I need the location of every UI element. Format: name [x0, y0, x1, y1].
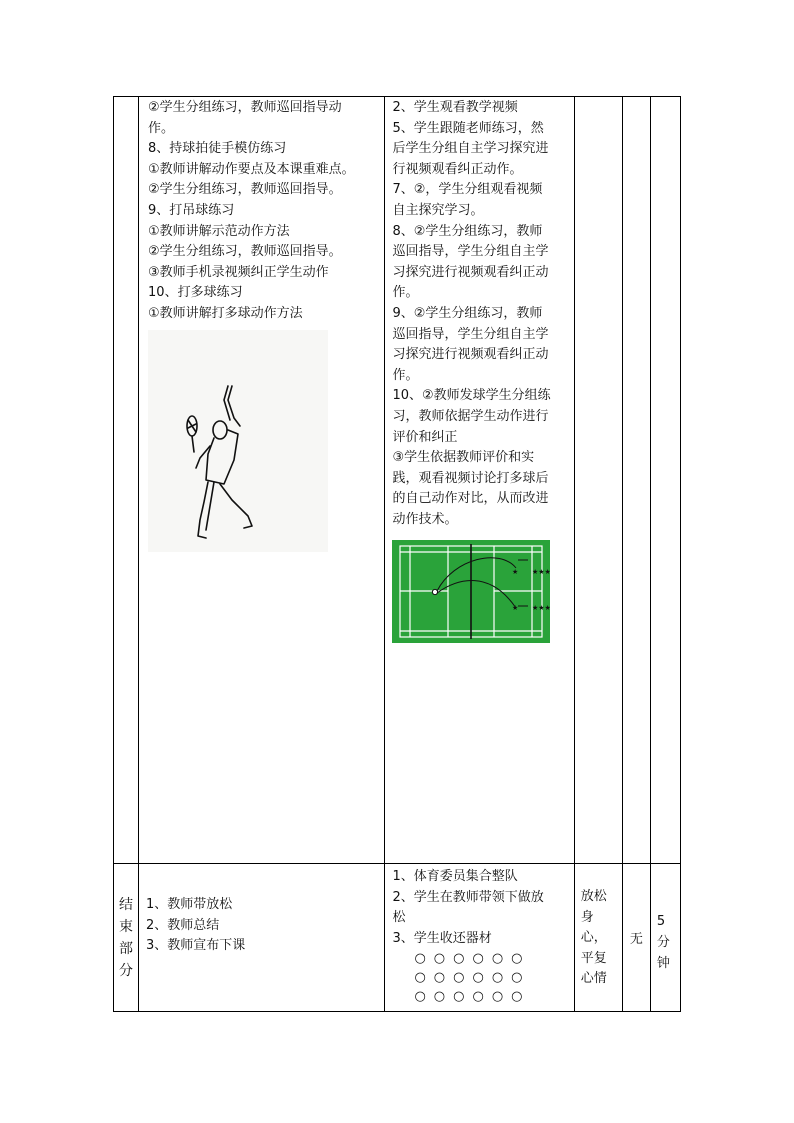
section-cell-empty — [114, 97, 139, 864]
teacher-line: 9、打吊球练习 — [148, 202, 235, 218]
student-line: 5、学生跟随老师练习，然 — [392, 120, 544, 136]
student-line: 习探究进行视频观看纠正动 — [392, 264, 549, 280]
time-line: 5 — [656, 914, 666, 929]
ending-row — [114, 864, 681, 1012]
teacher-line: ①教师讲解示范动作方法 — [148, 223, 290, 239]
ending-equipment-cell: 无 — [622, 864, 650, 1012]
goal-line: 心， — [580, 930, 607, 945]
teacher-line: 作。 — [148, 120, 175, 136]
ending-teacher-line: 1、教师带放松 — [146, 897, 233, 912]
section-char: 结 — [119, 896, 134, 913]
svg-text:★: ★ — [512, 604, 519, 613]
teacher-line: ①教师讲解打多球动作方法 — [148, 305, 303, 321]
teacher-line: ②学生分组练习，教师巡回指导动 — [148, 100, 342, 115]
student-line: 动作技术。 — [392, 511, 458, 527]
student-line: 行视频观看纠正动作。 — [392, 161, 523, 177]
student-line: 8、②学生分组练习，教师 — [392, 223, 543, 239]
teacher-activity-cell — [139, 97, 385, 864]
teacher-line: 10、打多球练习 — [148, 285, 243, 301]
formation-row: ○○○○○○ — [414, 951, 531, 967]
student-line: 习探究进行视频观看纠正动 — [392, 347, 549, 363]
ending-student-cell — [385, 864, 574, 1012]
ending-student-line: 2、学生在教师带领下做放 — [392, 889, 544, 905]
svg-text:★★★: ★★★ — [532, 604, 551, 613]
student-line: 作。 — [392, 285, 419, 301]
student-line: ③学生依据教师评价和实 — [392, 450, 535, 466]
svg-text:★: ★ — [512, 568, 519, 577]
student-line: 评价和纠正 — [392, 429, 458, 445]
ending-goal-cell — [574, 864, 622, 1012]
time-cell-empty — [650, 97, 680, 864]
lesson-plan-table — [113, 96, 681, 1012]
goal-line: 平复 — [580, 950, 607, 966]
ending-student-line: 松 — [392, 910, 406, 926]
section-char: 分 — [119, 962, 134, 979]
svg-text:★★★: ★★★ — [532, 568, 551, 577]
teacher-line: ②学生分组练习，教师巡回指导。 — [148, 182, 342, 198]
student-line: 作。 — [392, 367, 419, 383]
badminton-player-illustration — [148, 330, 328, 552]
student-activity-cell — [385, 97, 574, 864]
student-line: 的自己动作对比，从而改进 — [392, 491, 549, 507]
ending-section-label — [114, 864, 139, 1012]
main-practice-row — [114, 97, 681, 864]
teacher-line: 8、持球拍徒手模仿练习 — [148, 141, 287, 157]
student-line: 10、②教师发球学生分组练 — [392, 388, 551, 404]
time-line: 分 — [656, 935, 670, 950]
equipment-cell-empty — [622, 97, 650, 864]
ending-student-line: 3、学生收还器材 — [392, 930, 492, 946]
badminton-court-diagram — [392, 540, 550, 643]
student-line: 7、②，学生分组观看视频 — [392, 182, 543, 198]
ending-time-cell — [650, 864, 680, 1012]
ending-teacher-line: 2、教师总结 — [146, 917, 220, 933]
student-line: 巡回指导，学生分组自主学 — [392, 244, 549, 260]
student-line: 后学生分组自主学习探究进 — [392, 141, 549, 157]
formation-row: ○○○○○○ — [414, 989, 531, 1005]
student-line: 自主探究学习。 — [392, 202, 484, 218]
student-line: 9、②学生分组练习，教师 — [392, 305, 543, 321]
formation-row: ○○○○○○ — [414, 970, 531, 986]
teacher-line: ①教师讲解动作要点及本课重难点。 — [148, 161, 355, 177]
goal-line: 身 — [580, 909, 594, 925]
section-char: 部 — [119, 940, 134, 957]
goal-line: 心情 — [580, 971, 607, 986]
ending-teacher-line: 3、教师宣布下课 — [146, 938, 246, 954]
goal-line: 放松 — [580, 889, 607, 904]
student-line: 2、学生观看教学视频 — [392, 100, 518, 115]
goal-cell-empty — [574, 97, 622, 864]
teacher-line: ③教师手机录视频纠正学生动作 — [148, 264, 329, 280]
section-char: 束 — [119, 918, 134, 935]
student-line: 践，观看视频讨论打多球后 — [392, 470, 549, 486]
teacher-line: ②学生分组练习，教师巡回指导。 — [148, 244, 342, 260]
time-line: 钟 — [656, 956, 670, 971]
student-line: 巡回指导，学生分组自主学 — [392, 326, 549, 342]
ending-student-line: 1、体育委员集合整队 — [392, 869, 518, 884]
ending-teacher-cell — [139, 864, 385, 1012]
student-line: 习，教师依据学生动作进行 — [392, 408, 549, 424]
